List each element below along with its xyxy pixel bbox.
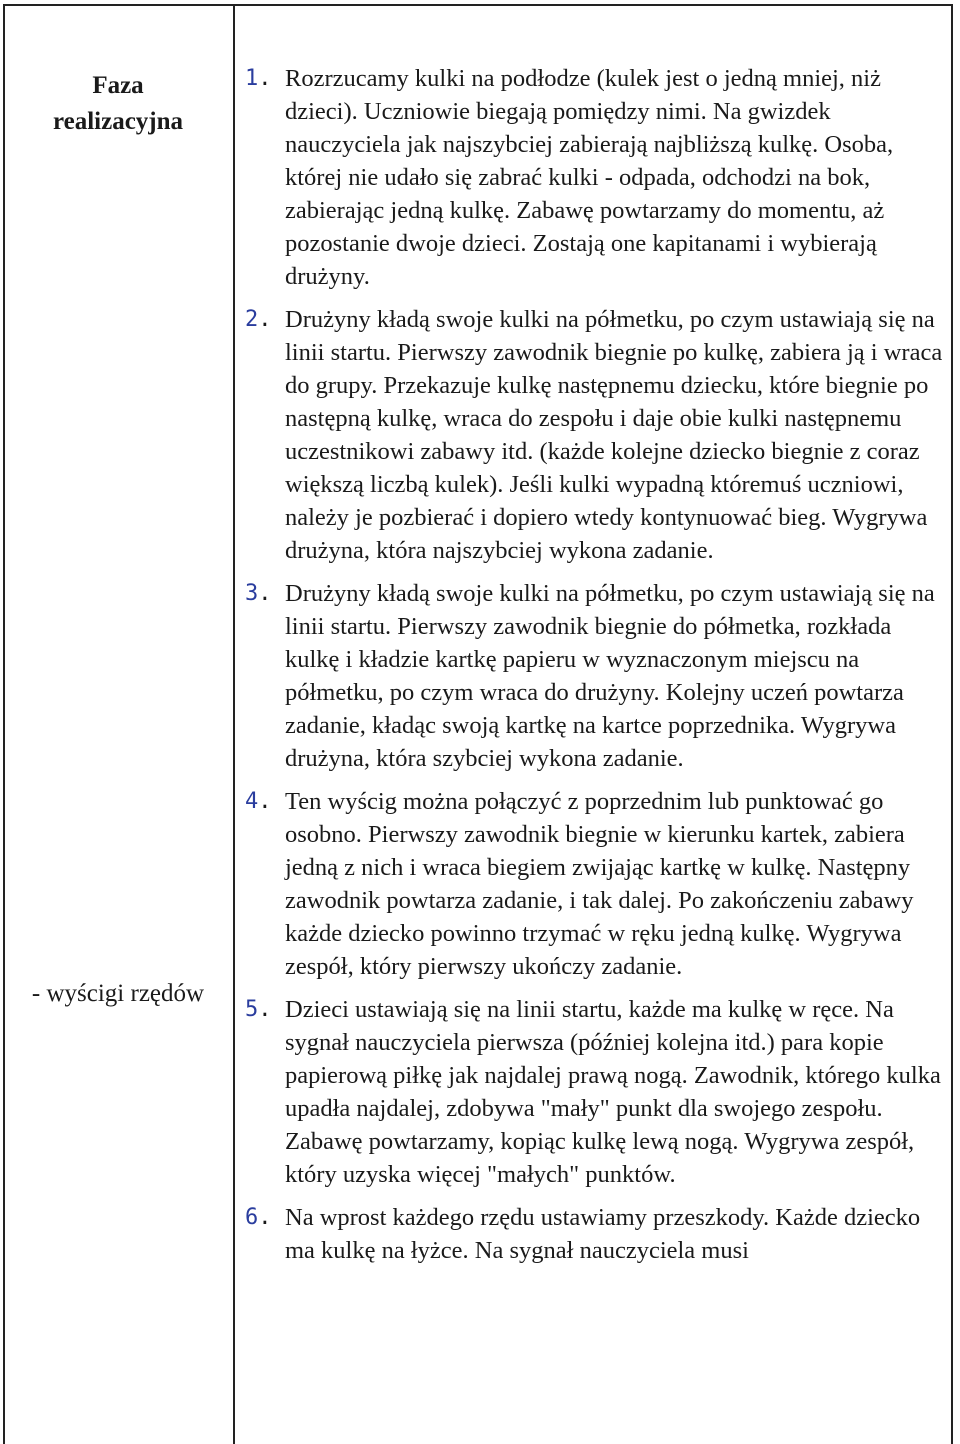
activity-list <box>245 62 945 1277</box>
item-number: 5. <box>245 997 272 1022</box>
list-item <box>245 62 945 293</box>
item-text: Drużyny kładą swoje kulki na półmetku, po czym ustawiają się na linii startu. Pierwszy zawodnik biegnie po kulkę, zabiera ją i wraca do grupy. Przekazuje kulkę następnemu dziecku, które biegnie po następną kulkę, wraca do zespołu i daje obie kulki następnemu uczestnikowi zabawy itd. (każde kolejne dziecko biegnie z coraz większą liczbą kulek). Jeśli kulki wypadną któremuś uczniowi, należy je pozbierać i dopiero wtedy kontynuować bieg. Wygrywa drużyna, która najszybciej wykona zadanie. <box>285 306 943 564</box>
list-item <box>245 303 945 567</box>
item-text: Na wprost każdego rzędu ustawiamy przeszkody. Każde dziecko ma kulkę na łyżce. Na sygnał nauczyciela musi <box>285 1204 921 1264</box>
item-text: Drużyny kładą swoje kulki na półmetku, po czym ustawiają się na linii startu. Pierwszy zawodnik biegnie do półmetka, rozkłada kulkę i kładzie kartkę papieru w wyznaczonym miejscu na półmetku, po czym wraca do drużyny. Kolejny uczeń powtarza zadanie, kładąc swoją kartkę na kartce poprzednika. Wygrywa drużyna, która szybciej wykona zadanie. <box>285 580 935 772</box>
phase-title-line2: realizacyjna <box>52 108 184 135</box>
column-divider <box>233 4 235 1444</box>
phase-title <box>3 68 233 140</box>
item-text: Rozrzucamy kulki na podłodze (kulek jest o jedną mniej, niż dzieci). Uczniowie biegają pomiędzy nimi. Na gwizdek nauczyciela jak najszybciej zabierają najbliższą kulkę. Osoba, której nie udało się zabrać kulki - odpada, odchodzi na bok, zabierając jedną kulkę. Zabawę powtarzamy do momentu, aż pozostanie dwoje dzieci. Zostają one kapitanami i wybierają drużyny. <box>285 65 894 290</box>
item-number: 3. <box>245 581 272 606</box>
list-item <box>245 785 945 983</box>
list-item <box>245 1201 945 1267</box>
phase-cell <box>3 4 233 1434</box>
item-number: 6. <box>245 1205 272 1230</box>
list-item <box>245 577 945 775</box>
phase-subtitle: - wyścigi rzędów <box>31 980 205 1007</box>
item-number: 2. <box>245 307 272 332</box>
list-item <box>245 993 945 1191</box>
item-number: 4. <box>245 789 272 814</box>
item-text: Dzieci ustawiają się na linii startu, każde ma kulkę w ręce. Na sygnał nauczyciela pierwsza (później kolejna itd.) para kopie papierową piłkę jak najdalej prawą nogą. Zawodnik, którego kulka upadła najdalej, zdobywa "mały" punkt dla swojego zespołu. Zabawę powtarzamy, kopiąc kulkę lewą nogą. Wygrywa zespół, który uzyska więcej "małych" punktów. <box>285 996 941 1188</box>
phase-title-line1: Faza <box>92 72 144 99</box>
item-text: Ten wyścig można połączyć z poprzednim lub punktować go osobno. Pierwszy zawodnik biegnie w kierunku kartek, zabiera jedną z nich i wraca biegiem zwijając kartkę w kulkę. Następny zawodnik powtarza zadanie, i tak dalej. Po zakończeniu zabawy każde dziecko powinno trzymać w ręku jedną kulkę. Wygrywa zespół, który pierwszy ukończy zadanie. <box>285 788 914 980</box>
item-number: 1. <box>245 66 272 91</box>
